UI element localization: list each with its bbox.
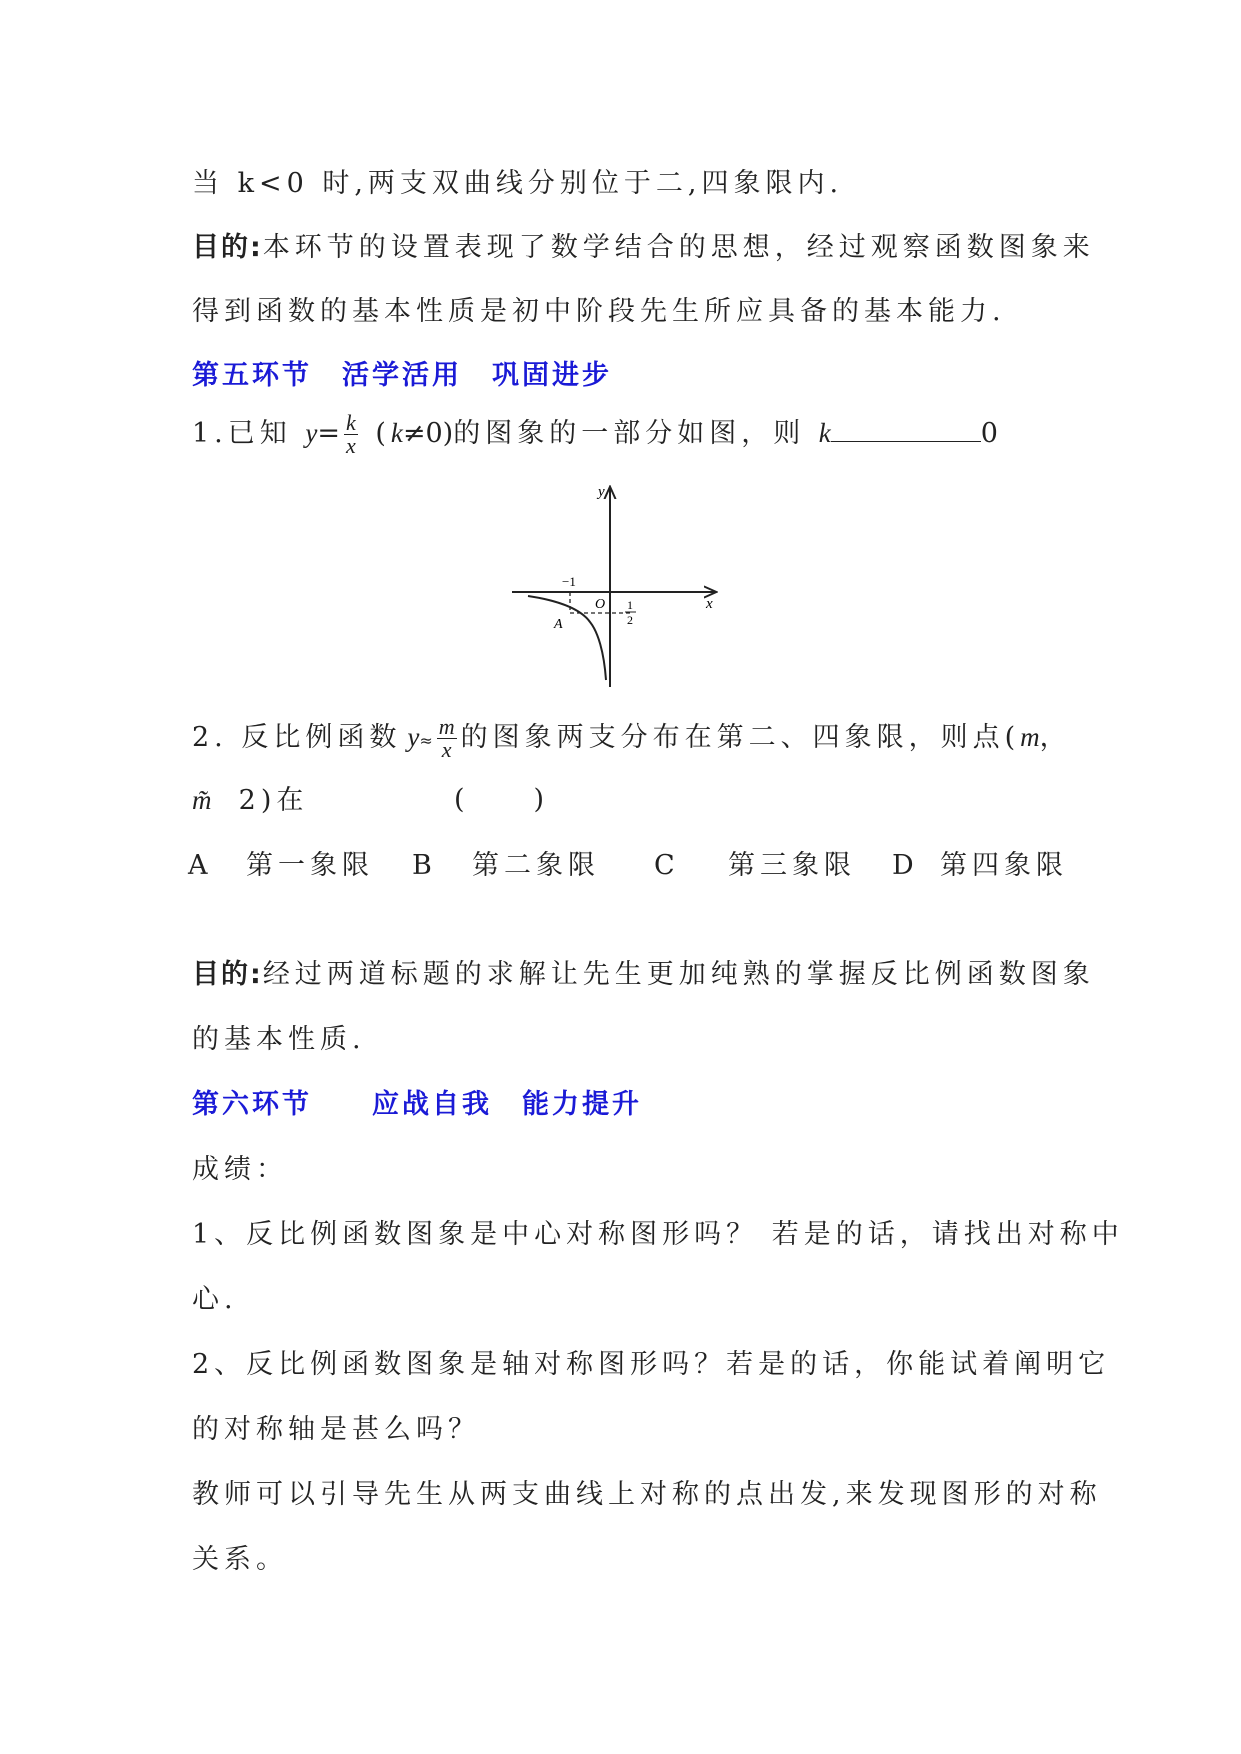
- item-1-line-1: 1、反比例函数图象是中心对称图形吗？ 若是的话，请找出对称中: [192, 1219, 1124, 1250]
- option-c-text[interactable]: 第三象限: [728, 850, 856, 881]
- option-b-text[interactable]: 第二象限: [472, 850, 600, 881]
- purpose-label: 目的:: [192, 232, 263, 263]
- purpose-paragraph-2-line-1: [192, 955, 1095, 995]
- q2-fraction: [437, 716, 457, 761]
- section-5-heading: 第五环节 活学活用 巩固进步: [192, 360, 612, 391]
- item-1-line-2: 心.: [192, 1284, 238, 1315]
- y-axis-label: y: [598, 484, 605, 500]
- q1-numerator: k: [345, 410, 356, 435]
- q1-var-y: y: [305, 418, 318, 448]
- q1-suffix: 0: [980, 418, 1003, 449]
- q1-answer-blank[interactable]: [831, 417, 981, 442]
- option-d-text[interactable]: 第四象限: [940, 850, 1068, 881]
- hyperbola-graph: [510, 482, 720, 692]
- paragraph-k-negative: 当 k<0 时,两支双曲线分别位于二,四象限内.: [192, 168, 844, 199]
- q1-fraction: [344, 412, 358, 457]
- item-2-line-2: 的对称轴是甚么吗？: [192, 1414, 480, 1445]
- option-b-letter: B: [412, 850, 437, 881]
- point-a-label: A: [554, 617, 563, 632]
- option-d[interactable]: [892, 846, 919, 886]
- y-tick-numerator: 1: [627, 598, 633, 612]
- question-1: [192, 412, 1003, 457]
- q1-prefix: 1.已知: [192, 418, 292, 449]
- question-2-line-2: [192, 780, 550, 821]
- q2-m: m: [1020, 722, 1040, 752]
- item-2-line-1: 2、反比例函数图象是轴对称图形吗？若是的话，你能试着阐明它: [192, 1349, 1111, 1380]
- option-c[interactable]: [654, 846, 680, 886]
- score-label: 成绩：: [192, 1154, 288, 1185]
- q2-text: 的图象两支分布在第二、四象限，则点(: [460, 722, 1021, 753]
- origin-label: O: [595, 597, 606, 612]
- teacher-note-line-2: 关系。: [192, 1544, 288, 1575]
- y-tick-denominator: 2: [627, 613, 633, 627]
- purpose-paragraph-1-line-1: [192, 228, 1095, 268]
- purpose-label-2: 目的:: [192, 959, 263, 990]
- purpose-text: 本环节的设置表现了数学结合的思想，经过观察函数图象来: [262, 232, 1095, 263]
- question-2-line-1: [192, 716, 1072, 761]
- purpose-paragraph-2-line-2: 的基本性质.: [192, 1024, 366, 1055]
- q2-comma: ，: [1039, 722, 1072, 753]
- q2-line2-rest: 2)在: [238, 785, 309, 816]
- teacher-note-line-1: 教师可以引导先生从两支曲线上对称的点出发,来发现图形的对称: [192, 1479, 1102, 1510]
- q2-prefix: 2. 反比例函数: [192, 722, 402, 753]
- q2-var-y: y: [407, 722, 420, 752]
- q1-cond-k: k: [390, 418, 403, 448]
- section-6-heading: 第六环节 应战自我 能力提升: [192, 1089, 642, 1120]
- option-a-text[interactable]: 第一象限: [246, 850, 374, 881]
- x-tick-minus-1: −1: [562, 574, 576, 589]
- option-c-letter: C: [654, 850, 680, 881]
- q1-text: 的图象的一部分如图，则: [453, 418, 806, 449]
- purpose-paragraph-1-line-2: 得到函数的基本性质是初中阶段先生所应具备的基本能力.: [192, 296, 1006, 327]
- q1-k: k: [818, 418, 831, 448]
- option-a-letter: A: [188, 850, 213, 881]
- q2-answer-paren[interactable]: ( ): [454, 784, 550, 815]
- q2-numerator: m: [438, 714, 455, 739]
- option-b[interactable]: [412, 846, 437, 886]
- option-a[interactable]: [188, 846, 213, 886]
- q1-equals: =: [317, 418, 340, 449]
- x-axis-label: x: [706, 596, 713, 612]
- q1-cond-rest: ≠0): [402, 418, 454, 449]
- q1-cond-open: (: [375, 418, 391, 449]
- option-d-letter: D: [892, 850, 919, 881]
- q2-m-tilde: m̃: [192, 785, 212, 815]
- q2-denominator: x: [441, 737, 452, 762]
- q1-denominator: x: [345, 433, 356, 458]
- q2-eq-glyph: ≈: [419, 731, 433, 750]
- purpose-text-2: 经过两道标题的求解让先生更加纯熟的掌握反比例函数图象: [262, 959, 1095, 990]
